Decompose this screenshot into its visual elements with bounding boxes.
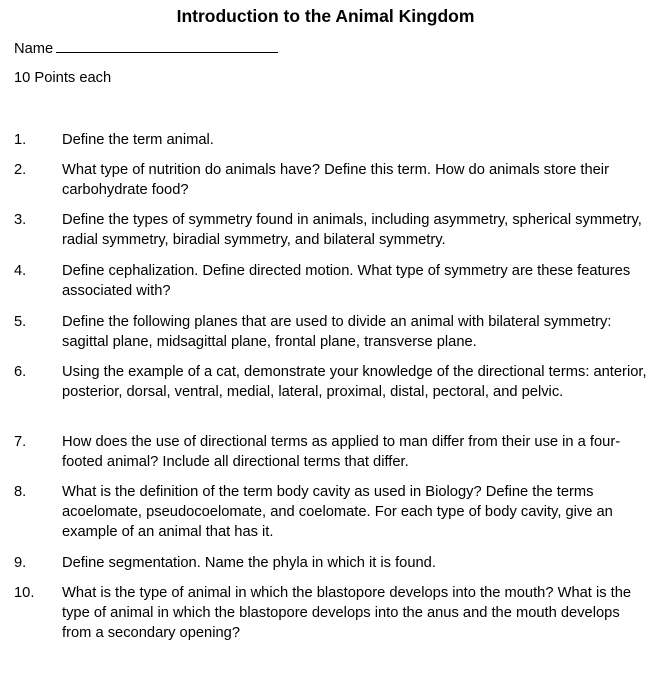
question-text: Using the example of a cat, demonstrate your knowledge of the directional terms: anterior, posterior, dorsal, ventral, medial, lateral, proximal, distal, pectoral, and pelvic. (62, 364, 647, 400)
question-number: 5. (14, 314, 27, 330)
question-text: Define the following planes that are used to divide an animal with bilateral symmetry: sagittal plane, midsagittal plane, frontal plane, transverse plane. (62, 314, 612, 350)
question-text: How does the use of directional terms as applied to man differ from their use in a four-footed animal? Include all directional terms that differ. (62, 434, 621, 470)
question-text: Define segmentation. Name the phyla in which it is found. (62, 555, 436, 571)
question-item (14, 432, 650, 472)
question-item (14, 130, 650, 150)
question-number: 3. (14, 212, 27, 228)
name-row (14, 38, 278, 59)
question-item (14, 312, 650, 352)
question-text: What is the definition of the term body cavity as used in Biology? Define the terms acoelomate, pseudocoelomate, and coelomate. For each type of body cavity, give an example of an animal that has it. (62, 484, 613, 540)
question-number: 4. (14, 263, 27, 279)
question-number: 2. (14, 162, 27, 178)
question-text: Define the term animal. (62, 132, 214, 148)
page-title: Introduction to the Animal Kingdom (176, 6, 475, 26)
question-item (14, 210, 650, 250)
question-number: 9. (14, 555, 27, 571)
name-blank-line (56, 38, 278, 53)
question-number: 6. (14, 364, 27, 380)
question-number: 7. (14, 434, 27, 450)
question-item (14, 553, 650, 573)
question-text: What is the type of animal in which the blastopore develops into the mouth? What is the type of animal in which the blastopore develops into the anus and the mouth develops from a secondary opening? (62, 585, 632, 641)
points-note: 10 Points each (14, 70, 112, 86)
question-item (14, 160, 650, 200)
name-label: Name (14, 41, 54, 57)
question-number: 8. (14, 484, 27, 500)
question-number: 10. (14, 585, 35, 601)
question-item (14, 583, 650, 643)
question-text: Define cephalization. Define directed motion. What type of symmetry are these features associated with? (62, 263, 631, 299)
question-item (14, 482, 650, 542)
question-item (14, 261, 650, 301)
question-number: 1. (14, 132, 27, 148)
question-text: Define the types of symmetry found in animals, including asymmetry, spherical symmetry, radial symmetry, biradial symmetry, and bilateral symmetry. (62, 212, 642, 248)
question-text: What type of nutrition do animals have? Define this term. How do animals store their carbohydrate food? (62, 162, 609, 198)
question-item (14, 362, 650, 402)
